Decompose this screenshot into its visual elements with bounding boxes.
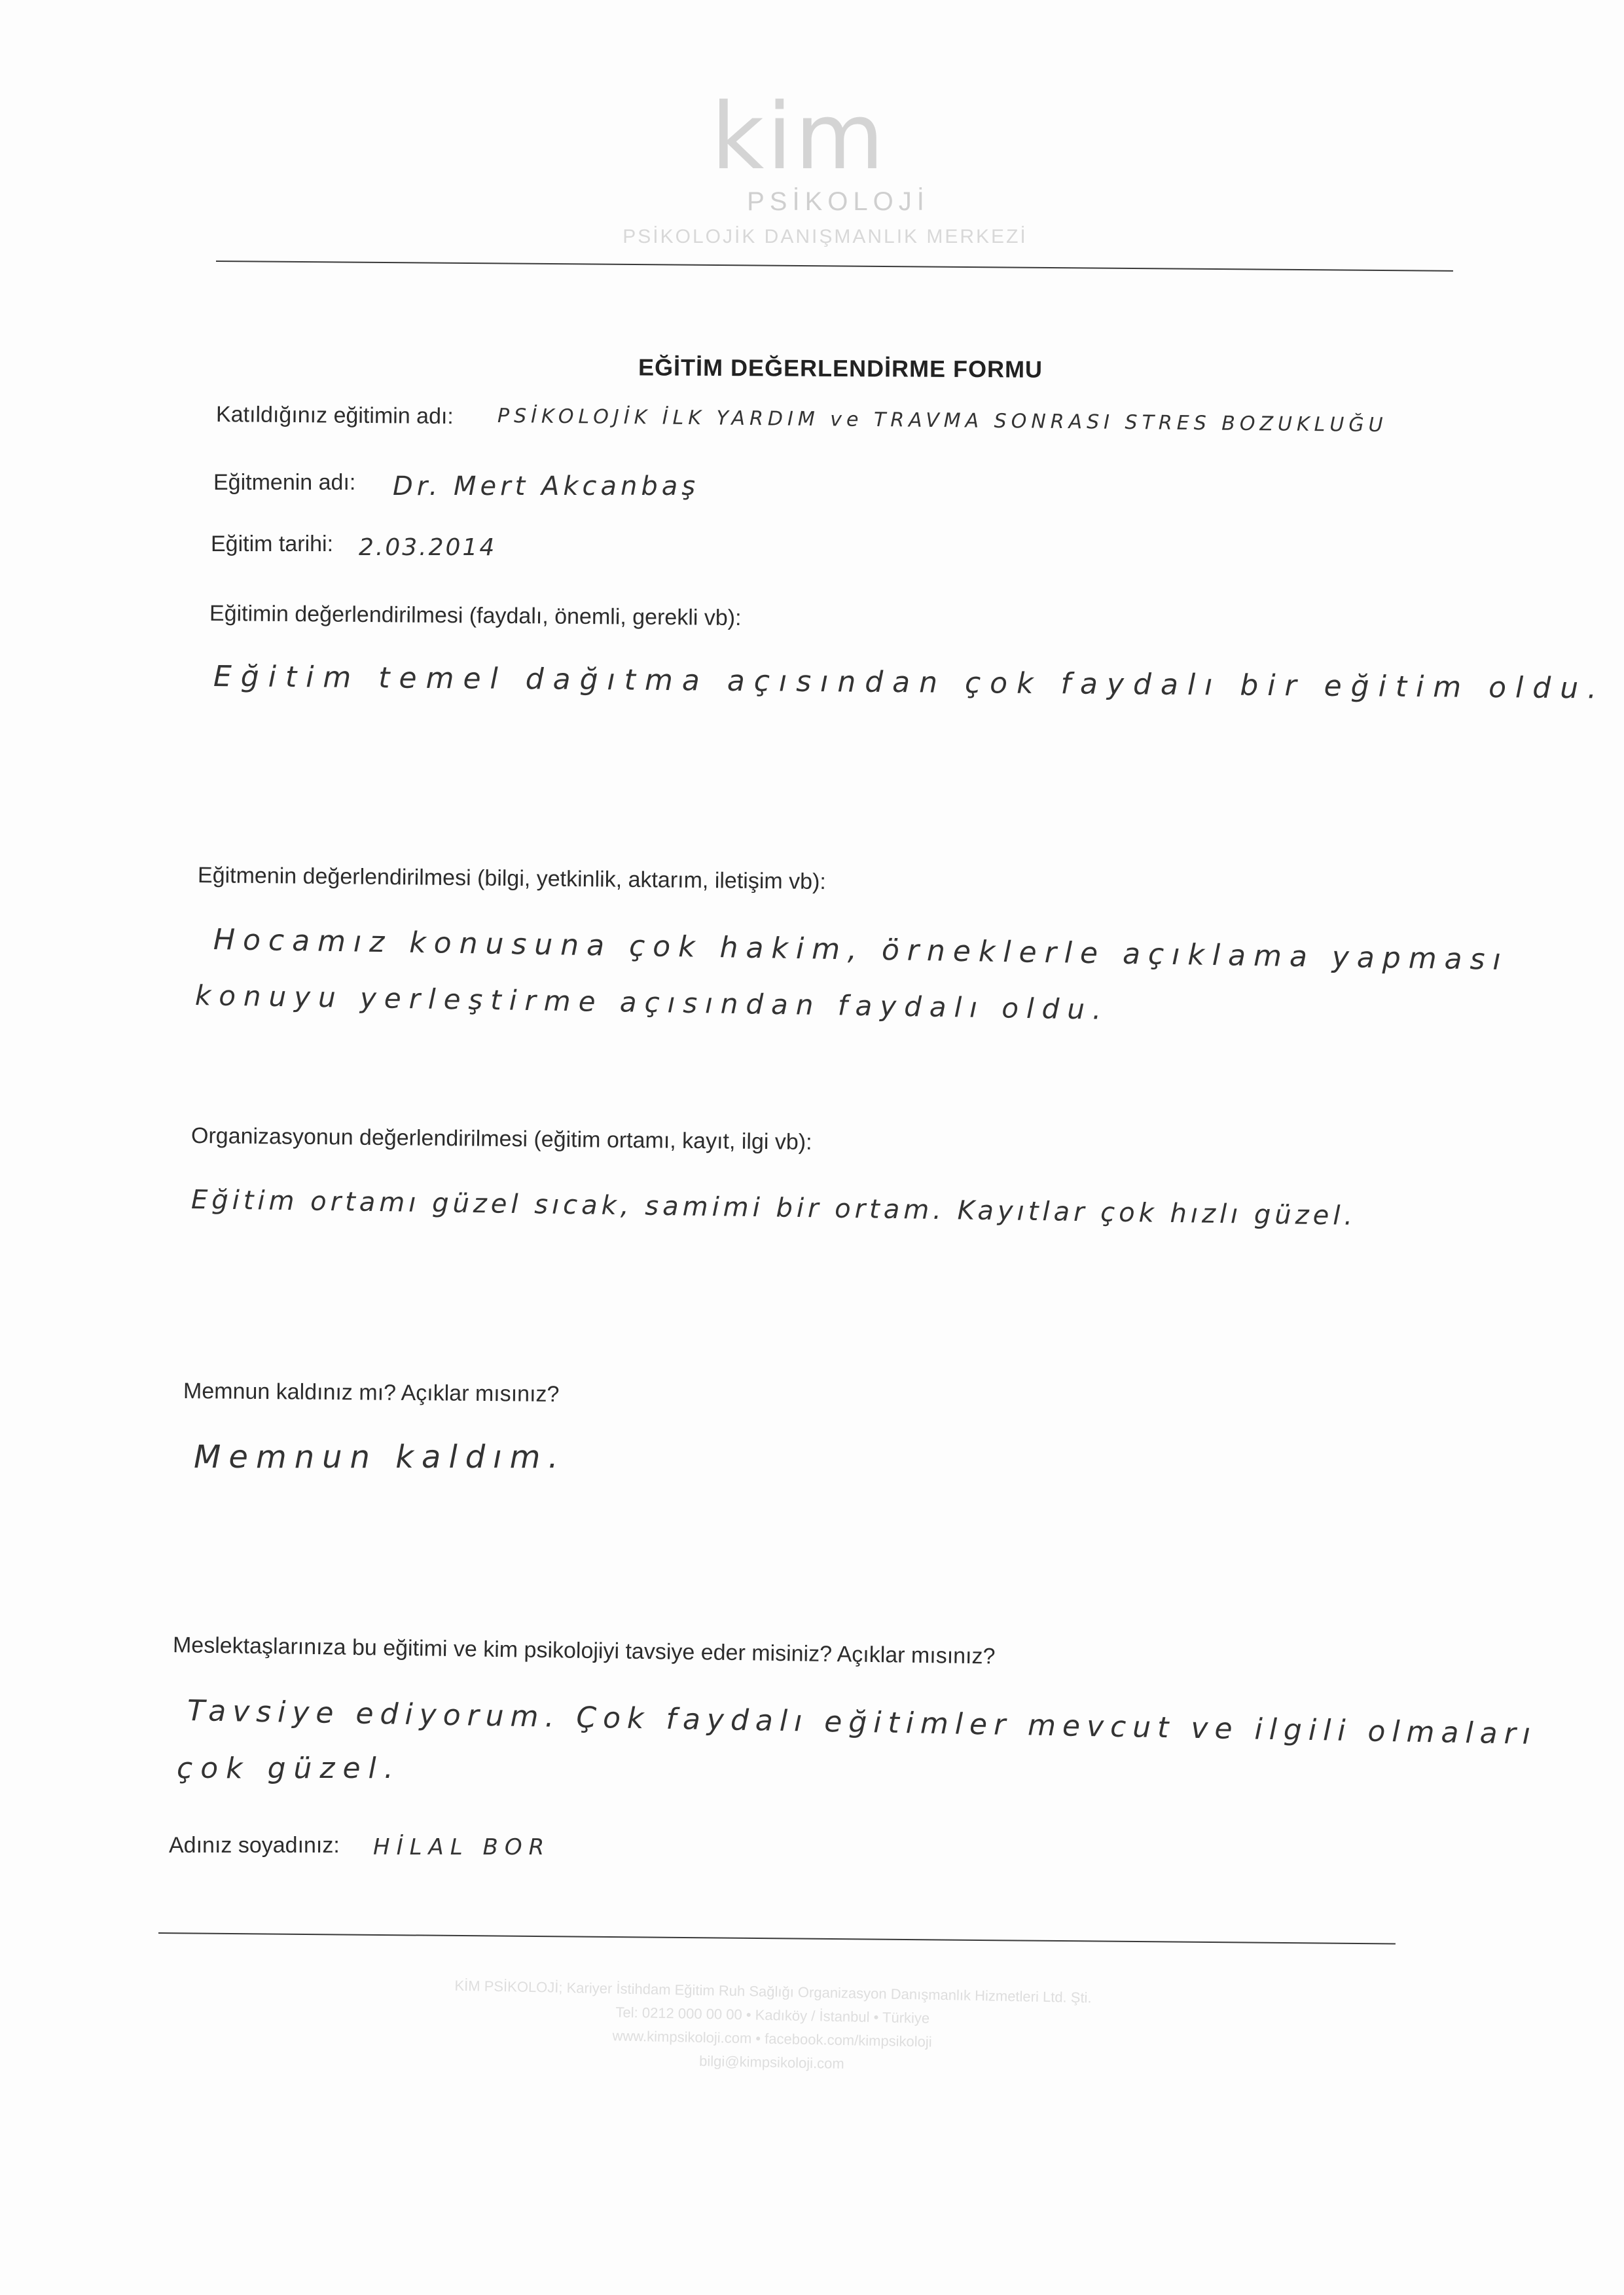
footer-line-3: www.kimpsikoloji.com • facebook.com/kimpsikoloji [612, 2027, 932, 2050]
footer-line-4: bilgi@kimpsikoloji.com [698, 2052, 845, 2072]
recommend-line-2: çok güzel. [177, 1752, 401, 1785]
company-tagline: PSİKOLOJİK DANIŞMANLIK MERKEZİ [623, 226, 1028, 247]
satisfaction-label: Memnun kaldınız mı? Açıklar mısınız? [183, 1379, 560, 1407]
full-name-value: HİLAL BOR [373, 1834, 551, 1860]
footer-line-2: Tel: 0212 000 00 00 • Kadıköy / İstanbul • Türkiye [615, 2004, 930, 2027]
recommend-line-1: Tavsiye ediyorum. Çok faydalı eğitimler mevcut ve ilgili olmaları [187, 1694, 1538, 1751]
company-logo: kim [711, 84, 887, 190]
training-date-value: 2.03.2014 [359, 534, 497, 561]
trainer-eval-line-1: Hocamız konusuna çok hakim, örneklerle açıklama yapması [213, 923, 1509, 977]
letterhead [0, 84, 1624, 248]
training-eval-line-1: Eğitim temel dağıtma açısından çok faydalı bir eğitim oldu. [213, 660, 1606, 706]
trainer-eval-label: Eğitmenin değerlendirilmesi (bilgi, yetkinlik, aktarım, iletişim vb): [197, 863, 827, 895]
training-name-label: Katıldığınız eğitimin adı: [215, 402, 454, 429]
training-name-value: PSİKOLOJİK İLK YARDIM ve TRAVMA SONRASI STRES BOZUKLUĞU [497, 405, 1388, 437]
footer-line-1: KİM PSİKOLOJİ; Kariyer İstihdam Eğitim Ruh Sağlığı Organizasyon Danışmanlık Hizmetleri Ltd. Şti. [454, 1977, 1092, 2006]
satisfaction-line-1: Memnun kaldım. [194, 1439, 566, 1475]
organization-eval-label: Organizasyonun değerlendirilmesi (eğitim ortamı, kayıt, ilgi vb): [190, 1123, 812, 1155]
recommend-label: Meslektaşlarınıza bu eğitimi ve kim psikolojiyi tavsiye eder misiniz? Açıklar mısınız? [172, 1633, 996, 1669]
training-date-label: Eğitim tarihi: [211, 532, 334, 556]
footer-address [281, 1974, 1264, 2081]
company-name: PSİKOLOJİ [747, 187, 929, 216]
training-name-row [216, 402, 454, 429]
form-title: EĞİTİM DEĞERLENDİRME FORMU [638, 353, 1043, 383]
training-eval-label: Eğitimin değerlendirilmesi (faydalı, önemli, gerekli vb): [209, 601, 742, 631]
trainer-eval-line-2: konuyu yerleştirme açısından faydalı oldu. [194, 979, 1110, 1026]
header-divider [216, 261, 1453, 272]
organization-eval-line-1: Eğitim ortamı güzel sıcak, samimi bir ortam. Kayıtlar çok hızlı güzel. [190, 1185, 1357, 1231]
full-name-label: Adınız soyadınız: [169, 1833, 340, 1858]
trainer-name-value: Dr. Mert Akcanbaş [393, 471, 700, 501]
trainer-name-label: Eğitmenin adı: [213, 470, 356, 495]
footer-divider [158, 1932, 1396, 1944]
